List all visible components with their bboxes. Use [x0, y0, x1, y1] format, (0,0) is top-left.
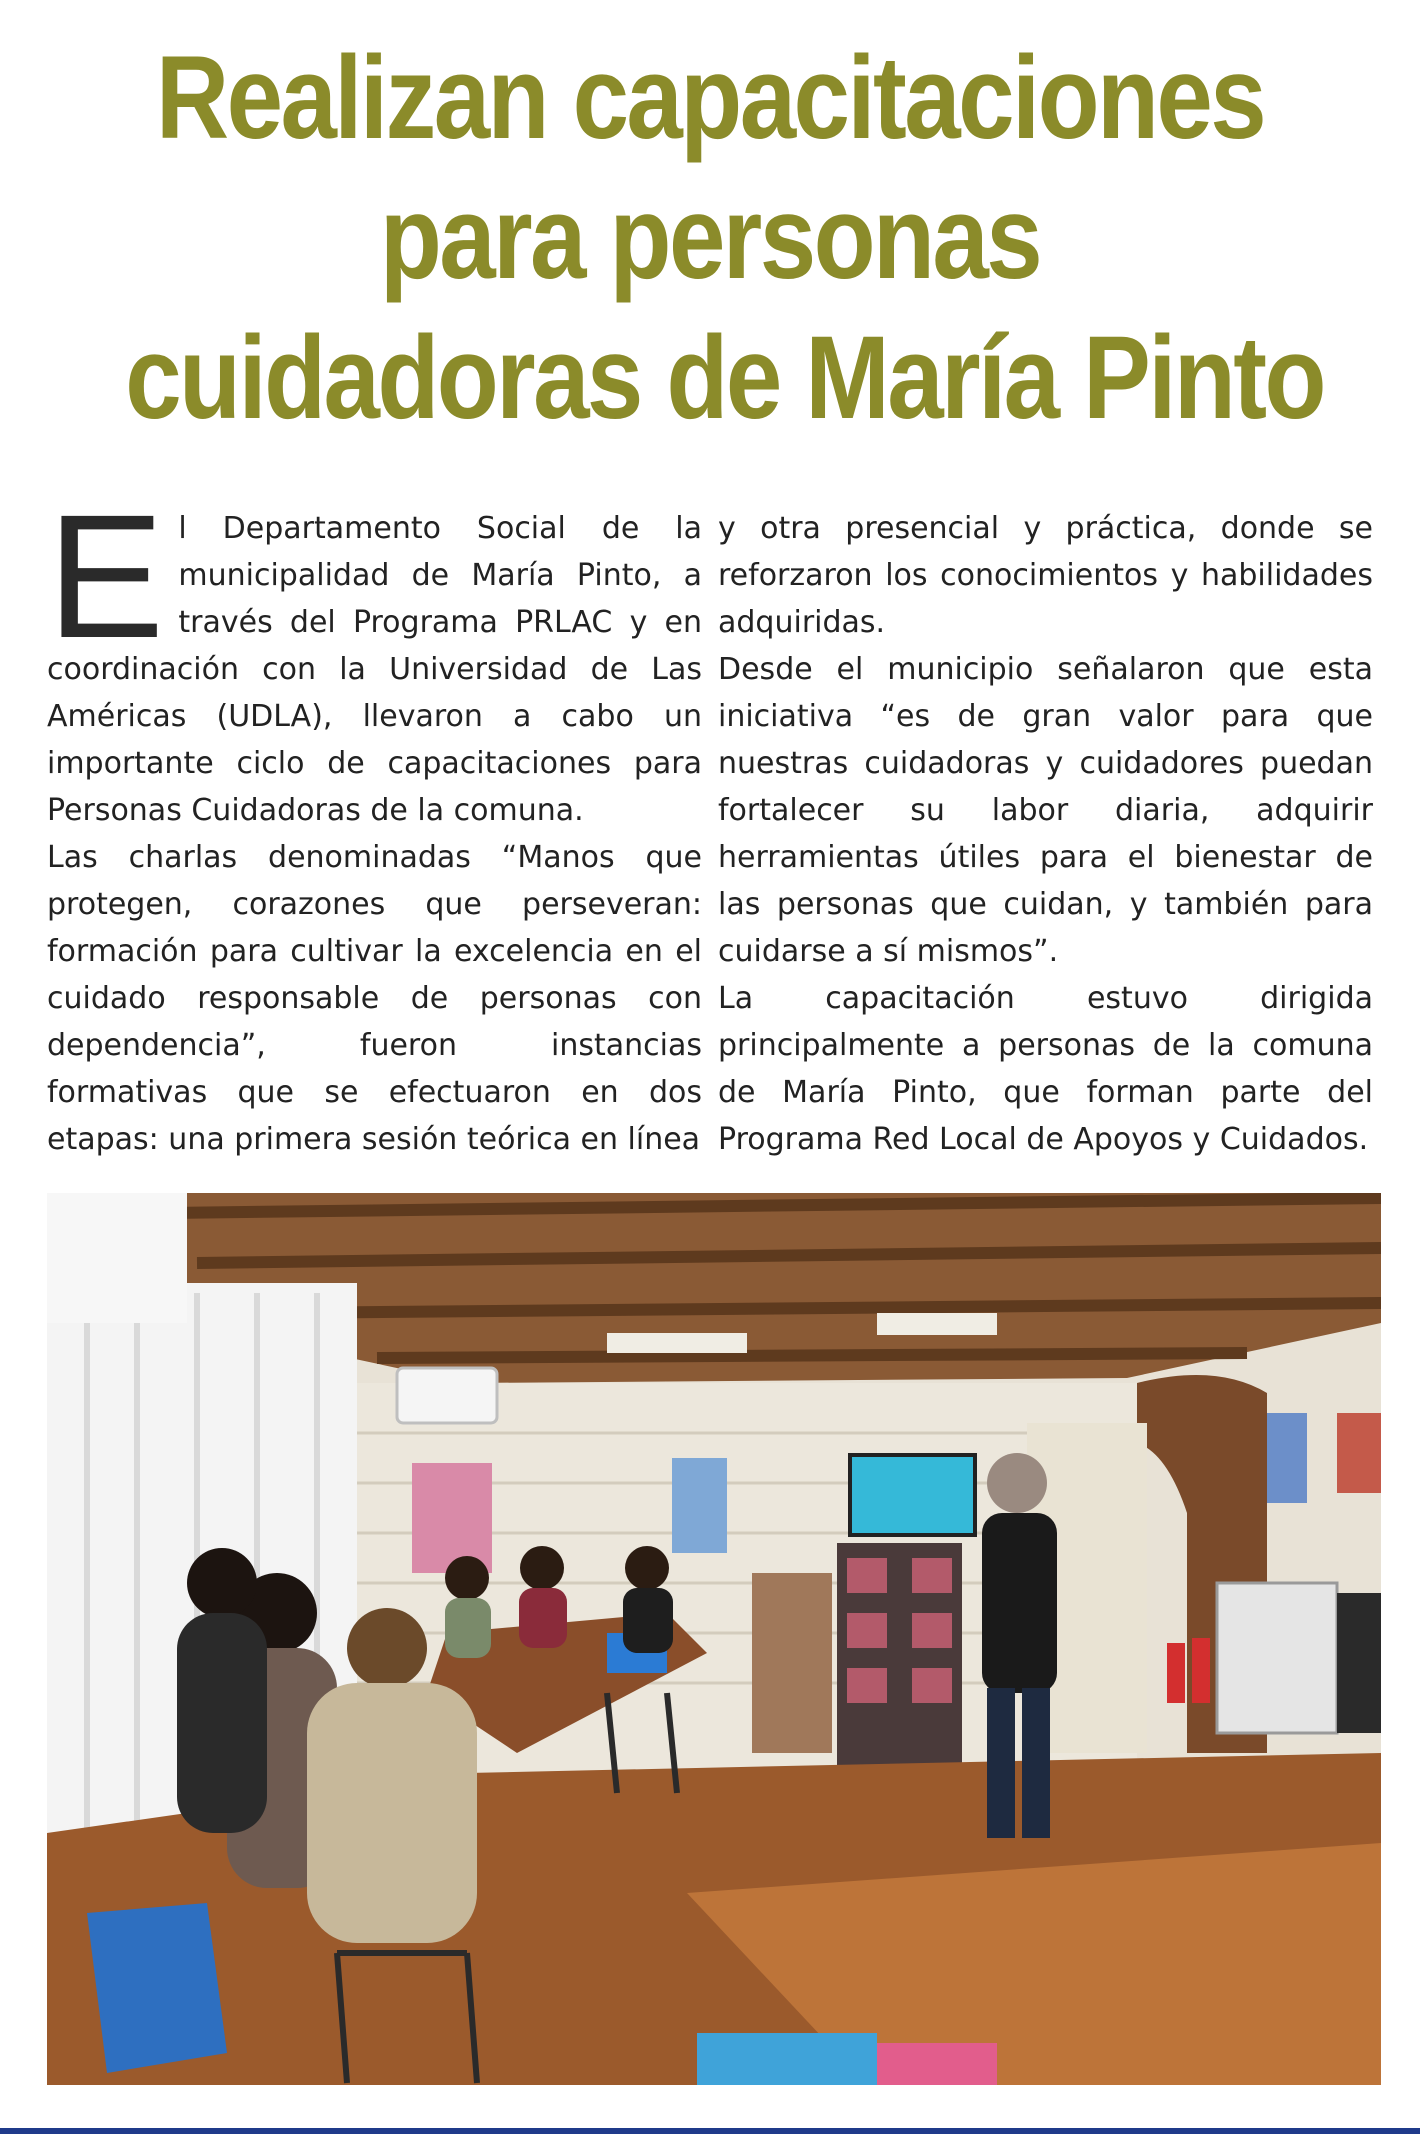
column-left: [47, 479, 702, 1163]
footer-rule: [0, 2128, 1420, 2134]
paragraph-intro: [47, 479, 702, 834]
article-photo: [47, 1193, 1381, 2085]
headline-line-2: para personas: [379, 172, 1041, 304]
article-body: [47, 479, 1373, 1163]
paragraph-intro-text: l Departamento Social de la municipalidad de María Pinto, a través del Programa PRLAC y en coordinación con la Universidad de Las Américas (UDLA), llevaron a cabo un importante ciclo de capacitaciones para Personas Cuidadoras de la comuna.: [47, 511, 702, 828]
headline: [30, 28, 1390, 448]
photo-illustration: [47, 1193, 1381, 2085]
paragraph-charlas: Las charlas denominadas “Manos que protegen, corazones que perseveran: formación para cultivar la excelencia en el cuidado responsable de personas con dependencia”, fueron instancias formativas que se efectuaron en dos etapas: una primera sesión teórica en línea: [47, 840, 702, 1157]
drop-cap: E: [47, 479, 165, 675]
headline-line-1: Realizan capacitaciones: [155, 32, 1265, 164]
paragraph-presencial: y otra presencial y práctica, donde se reforzaron los conocimientos y habilidades adquiridas.: [718, 511, 1373, 640]
headline-line-3: cuidadoras de María Pinto: [125, 312, 1324, 444]
column-right: [718, 505, 1373, 1163]
paragraph-dirigida: La capacitación estuvo dirigida principalmente a personas de la comuna de María Pinto, que forman parte del Programa Red Local de Apoyos y Cuidados.: [718, 981, 1373, 1157]
paragraph-quote: Desde el municipio señalaron que esta iniciativa “es de gran valor para que nuestras cuidadoras y cuidadores puedan fortalecer su labor diaria, adquirir herramientas útiles para el bienestar de las personas que cuidan, y también para cuidarse a sí mismos”.: [718, 652, 1373, 969]
